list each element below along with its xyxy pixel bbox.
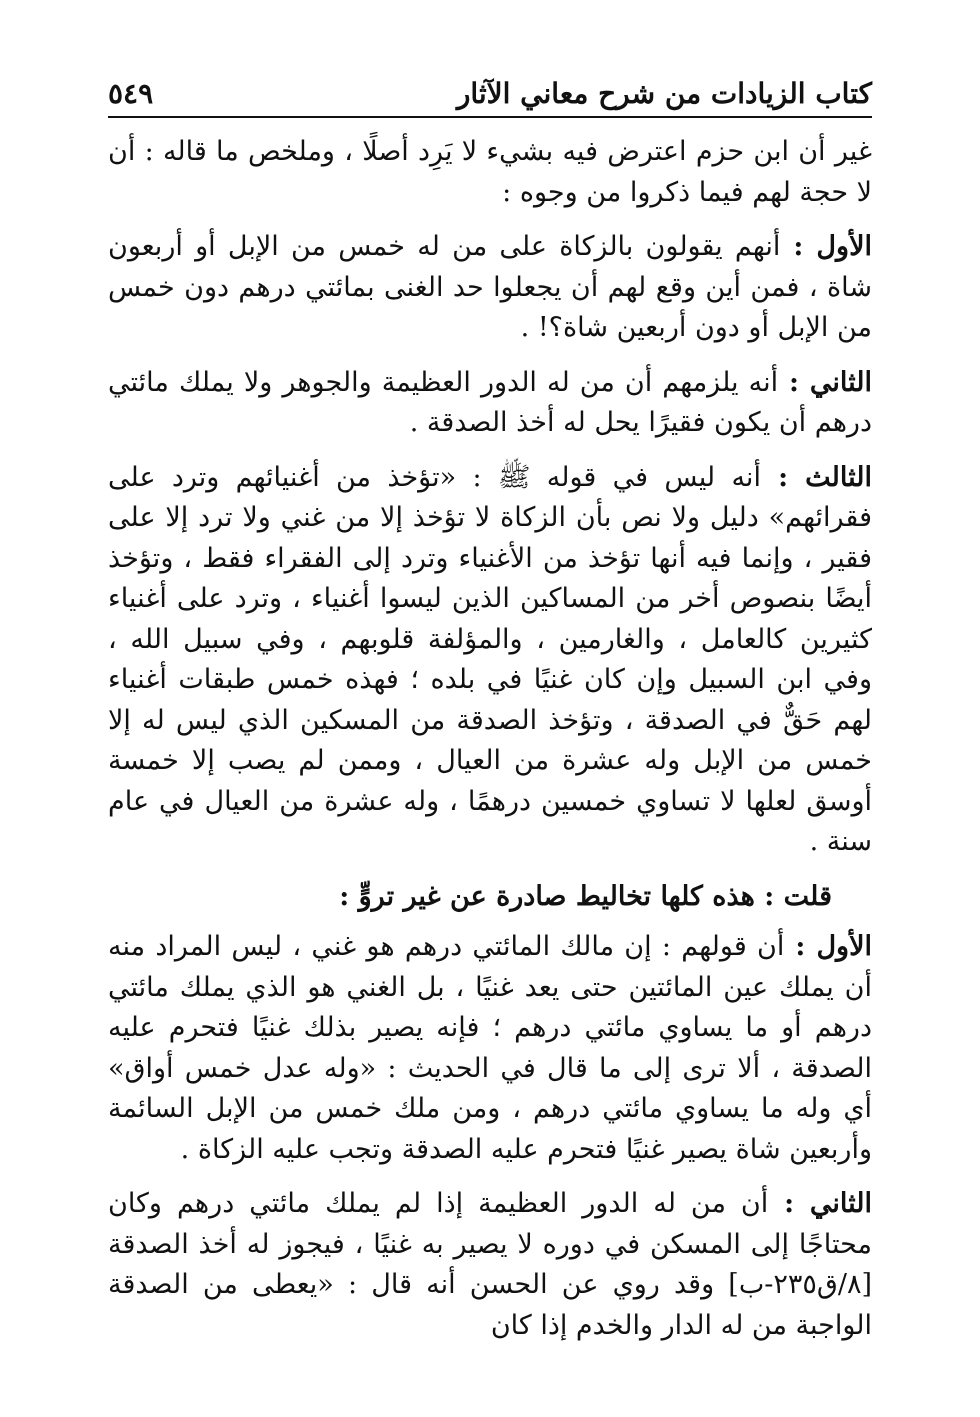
paragraph-text: غير أن ابن حزم اعترض فيه بشيء لا يَرِد أصلًا ، وملخص ما قاله : أن لا حجة لهم فيما ذكروا من وجوه :: [108, 136, 872, 208]
paragraph-lead: الثالث :: [760, 461, 872, 493]
paragraph-first-reply: [108, 927, 872, 1170]
paragraph-text: أنهم يقولون بالزكاة على من له خمس من الإبل أو أربعون شاة ، فمن أين وقع لهم أن يجعلوا حد الغنى بمائتي درهم دون خمس من الإبل أو دون أربعين شاة؟! .: [108, 231, 872, 343]
page-number: ٥٤٩: [108, 77, 154, 110]
paragraph-text: أنه يلزمهم أن من له الدور العظيمة والجوهر ولا يملك مائتي درهم أن يكون فقيرًا يحل له أخذ الصدقة .: [108, 366, 872, 438]
paragraph-intro: [108, 132, 872, 213]
paragraph-text: أن قولهم : إن مالك المائتي درهم هو غني ، ليس المراد منه أن يملك عين المائتين حتى يعد غنيًا ، بل الغني هو الذي يملك مائتي درهم أو ما يساوي مائتي درهم ؛ فإنه يصير بذلك غنيًا فتحرم عليه الصدقة ، ألا ترى إلى ما قال في الحديث : «وله عدل خمس أواق» أي وله ما يساوي مائتي درهم ، ومن ملك خمس من الإبل السائمة وأربعين شاة يصير غنيًا فتحرم عليه الصدقة وتجب عليه الزكاة .: [108, 931, 872, 1165]
paragraph-lead: الأول :: [780, 231, 872, 262]
paragraph-lead: الثاني :: [778, 366, 872, 398]
page-header: [108, 62, 872, 118]
heading-text: قلت : هذه كلها تخاليط صادرة عن غير تروٍّ :: [339, 880, 832, 912]
paragraph-second-reply: [108, 1184, 872, 1346]
paragraph-text: أن من له الدور العظيمة إذا لم يملك مائتي درهم وكان محتاجًا إلى المسكن في دوره لا يصير به غنيًا ، فيجوز له أخذ الصدقة [٨/ق٢٣٥-ب] وقد روي عن الحسن أنه قال : «يعطى من الصدقة الواجبة من له الدار والخدم إذا كان: [108, 1188, 872, 1341]
paragraph-first-objection: [108, 227, 872, 349]
paragraph-lead: الثاني :: [768, 1188, 872, 1219]
paragraph-lead: الأول :: [784, 931, 872, 962]
paragraph-second-objection: [108, 363, 872, 444]
body-text: [108, 132, 872, 1346]
running-title: كتاب الزيادات من شرح معاني الآثار: [456, 77, 872, 110]
paragraph-text: أنه ليس في قوله ﷺ : «تؤخذ من أغنيائهم وترد على فقرائهم» دليل ولا نص بأن الزكاة لا تؤخذ إلا من غني ولا ترد إلا على فقير ، وإنما فيه أنها تؤخذ من الأغنياء وترد إلى الفقراء فقط ، وتؤخذ أيضًا بنصوص أخر من المساكين الذين ليسوا أغنياء ، وترد على أغنياء كثيرين كالعامل ، والغارمين ، والمؤلفة قلوبهم ، وفي سبيل الله ، وفي ابن السبيل وإن كان غنيًا في بلده ؛ فهذه خمس طبقات أغنياء لهم حَقٌّ في الصدقة ، وتؤخذ الصدقة من المسكين الذي ليس له إلا خمس من الإبل وله عشرة من العيال ، وممن لم يصب إلا خمسة أوسق لعلها لا تساوي خمسين درهمًا ، وله عشرة من العيال في عام سنة .: [108, 461, 872, 857]
paragraph-third-objection: [108, 458, 872, 863]
section-heading: [108, 877, 872, 918]
